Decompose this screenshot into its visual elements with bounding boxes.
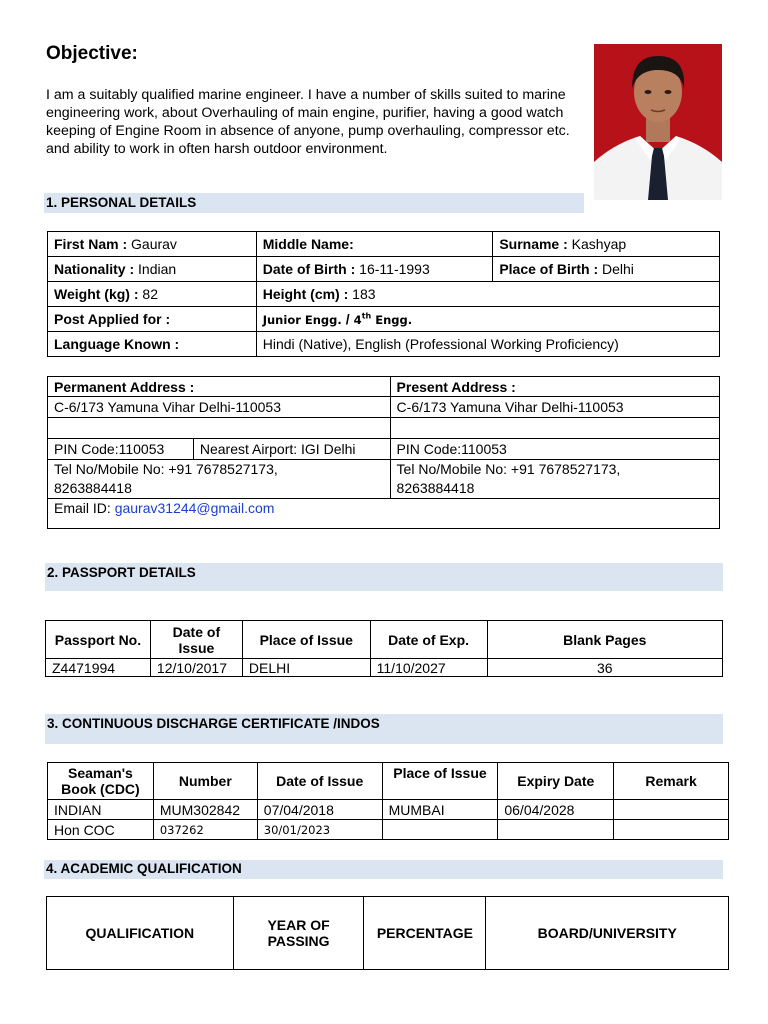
cdc-cell [614,820,729,840]
passport-date-exp: 11/10/2027 [370,659,487,677]
email-cell: Email ID: gaurav31244@gmail.com [48,499,720,529]
passport-header-blank-pages: Blank Pages [487,621,722,659]
permanent-address-label: Permanent Address : [48,377,391,397]
permanent-tel: Tel No/Mobile No: +91 7678527173, 8263884418 [48,460,391,499]
objective-title: Objective: [46,43,138,64]
first-name-cell: First Nam : Gaurav [48,232,257,257]
height-cell: Height (cm) : 183 [256,282,719,307]
cdc-cell: 07/04/2018 [257,800,382,820]
present-address-label: Present Address : [390,377,719,397]
passport-header-place-issue: Place of Issue [242,621,370,659]
academic-header-qualification: QUALIFICATION [47,897,234,970]
cdc-header-book: Seaman's Book (CDC) [48,763,154,800]
academic-header-percentage: PERCENTAGE [364,897,486,970]
passport-date-issue: 12/10/2017 [150,659,242,677]
cdc-header-number: Number [153,763,257,800]
nationality-cell: Nationality : Indian [48,257,257,282]
passport-number: Z4471994 [46,659,151,677]
dob-cell: Date of Birth : 16-11-1993 [256,257,493,282]
passport-place-issue: DELHI [242,659,370,677]
permanent-address-blank [48,418,391,439]
cdc-cell [498,820,614,840]
cdc-cell: 037262 [153,820,257,840]
weight-cell: Weight (kg) : 82 [48,282,257,307]
present-address-line: C-6/173 Yamuna Vihar Delhi-110053 [390,397,719,418]
post-applied-value-cell: Junior Engg. / 4th Engg. [256,307,719,332]
academic-header-board: BOARD/UNIVERSITY [486,897,729,970]
post-applied-label-cell: Post Applied for : [48,307,257,332]
cdc-header-place-issue: Place of Issue [382,763,498,800]
surname-cell: Surname : Kashyap [493,232,720,257]
cdc-cell [382,820,498,840]
email-link[interactable]: gaurav31244@gmail.com [114,500,275,516]
cdc-header-expiry: Expiry Date [498,763,614,800]
profile-photo [594,44,722,200]
present-tel: Tel No/Mobile No: +91 7678527173, 8263884418 [390,460,719,499]
passport-header-date-exp: Date of Exp. [370,621,487,659]
section-cdc: 3. CONTINUOUS DISCHARGE CERTIFICATE /INDOS [45,714,723,744]
address-table [47,376,720,529]
cdc-cell: MUMBAI [382,800,498,820]
passport-header-number: Passport No. [46,621,151,659]
cdc-cell: 06/04/2028 [498,800,614,820]
section-academic: 4. ACADEMIC QUALIFICATION [44,860,723,879]
section-passport-details: 2. PASSPORT DETAILS [45,563,723,591]
nearest-airport: Nearest Airport: IGI Delhi [193,439,390,460]
passport-table [45,620,723,677]
present-address-blank [390,418,719,439]
language-value-cell: Hindi (Native), English (Professional Working Proficiency) [256,332,719,357]
passport-header-date-issue: Date of Issue [150,621,242,659]
present-pin: PIN Code:110053 [390,439,719,460]
table-row [48,800,729,820]
profile-photo-illustration [594,44,722,200]
cdc-header-remark: Remark [614,763,729,800]
middle-name-cell: Middle Name: [256,232,493,257]
academic-table [46,896,729,970]
table-row [48,820,729,840]
cdc-cell: 30/01/2023 [257,820,382,840]
cdc-cell: INDIAN [48,800,154,820]
cdc-cell [614,800,729,820]
cdc-header-date-issue: Date of Issue [257,763,382,800]
pob-cell: Place of Birth : Delhi [493,257,720,282]
objective-text: I am a suitably qualified marine engineer. I have a number of skills suited to marine engineering work, about Overhauling of main engine, purifier, having a good watch keeping of Engine Room in absence of anyone, pump overhauling, compressor etc. and ability to work in often harsh outdoor environment. [46,87,570,157]
language-label-cell: Language Known : [48,332,257,357]
personal-details-table [47,231,720,357]
cdc-table [47,762,729,840]
cdc-cell: Hon COC [48,820,154,840]
permanent-pin: PIN Code:110053 [48,439,194,460]
section-personal-details: 1. PERSONAL DETAILS [44,193,584,213]
cdc-cell: MUM302842 [153,800,257,820]
passport-blank-pages: 36 [487,659,722,677]
permanent-address-line: C-6/173 Yamuna Vihar Delhi-110053 [48,397,391,418]
academic-header-year: YEAR OF PASSING [233,897,364,970]
